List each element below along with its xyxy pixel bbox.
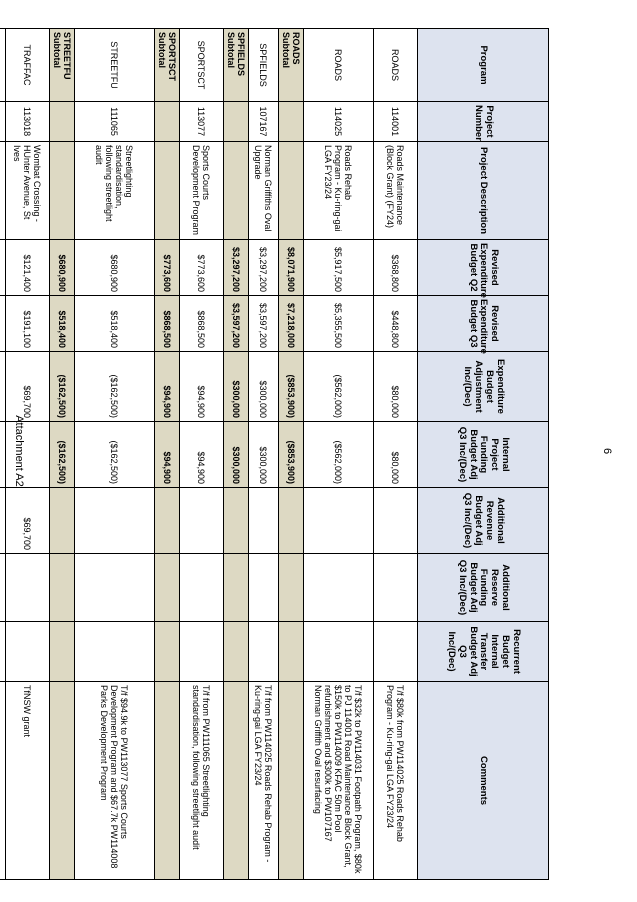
program-cell: STREETFU xyxy=(75,29,155,102)
revised-q2-cell: $8,071,900 xyxy=(279,240,304,296)
expenditure-adjustment-cell: ($562,000) xyxy=(304,352,374,422)
comments-cell xyxy=(0,682,6,880)
additional-revenue-cell xyxy=(279,488,304,554)
subtotal-row xyxy=(155,29,180,880)
comments-cell xyxy=(155,682,180,880)
internal-funding-cell xyxy=(6,422,50,488)
additional-reserve-cell xyxy=(374,554,418,622)
additional-reserve-cell xyxy=(50,554,75,622)
header-additional-revenue: Additional Revenue Budget Adj Q3 Inc/(Dec) xyxy=(418,488,549,554)
revised-q3-cell: $518,400 xyxy=(50,296,75,352)
additional-reserve-cell xyxy=(0,554,6,622)
header-revised-q3: Revised Expenditure Budget Q3 xyxy=(418,296,549,352)
program-cell: SPORTSCT xyxy=(180,29,224,102)
recurrent-transfer-cell xyxy=(279,622,304,682)
additional-revenue-cell xyxy=(75,488,155,554)
project-number-cell xyxy=(224,102,249,142)
revised-q2-cell: $121,400 xyxy=(6,240,50,296)
revised-q2-cell: $680,900 xyxy=(50,240,75,296)
additional-revenue-cell xyxy=(155,488,180,554)
header-project-number: Project Number xyxy=(418,102,549,142)
table-row xyxy=(304,29,374,880)
internal-funding-cell: ($562,000) xyxy=(304,422,374,488)
project-description-cell xyxy=(0,142,6,240)
page-number-area xyxy=(597,0,627,902)
internal-funding-cell: $80,000 xyxy=(374,422,418,488)
program-cell: ROADS xyxy=(304,29,374,102)
comments-cell: T/f $32k to PW114031 Footpath Program, $80k to PJ 114001 Road Maintenance Block Grant, $150k to PW114009 KFAC 50m Pool refurbishment and $300k to PW107167 Norman Griffith Oval resurfacing xyxy=(304,682,374,880)
header-additional-reserve: Additional Reserve Funding Budget Adj Q3 Inc/(Dec) xyxy=(418,554,549,622)
subtotal-row xyxy=(279,29,304,880)
program-cell: TRAFFAC xyxy=(6,29,50,102)
program-cell: SPFIELDS xyxy=(249,29,279,102)
expenditure-adjustment-cell: ($853,900) xyxy=(279,352,304,422)
comments-cell: T/f $80k from PW114025 Roads Rehab Program - Ku-ring-gai LGA FY23/24 xyxy=(374,682,418,880)
project-number-cell: 113018 xyxy=(6,102,50,142)
table-row xyxy=(374,29,418,880)
additional-reserve-cell xyxy=(75,554,155,622)
expenditure-adjustment-cell: $80,000 xyxy=(374,352,418,422)
project-number-cell xyxy=(279,102,304,142)
comments-cell: T/f from PW114025 Roads Rehab Program - Ku-ring-gai LGA FY23/24 xyxy=(249,682,279,880)
header-project-description: Project Description xyxy=(418,142,549,240)
recurrent-transfer-cell xyxy=(75,622,155,682)
header-internal-funding: Internal Project Funding Budget Adj Q3 Inc/(Dec) xyxy=(418,422,549,488)
internal-funding-cell: ($853,900) xyxy=(279,422,304,488)
expenditure-adjustment-cell: $94,900 xyxy=(155,352,180,422)
header-recurrent-transfer: Recurrent Budget Internal Transfer Budget Adj Q3 Inc/(Dec) xyxy=(418,622,549,682)
project-description-cell: Streetlighting standardisation, following streetlight audit xyxy=(75,142,155,240)
revised-q3-cell: $3,597,200 xyxy=(249,296,279,352)
program-cell: SPORTSCT Subtotal xyxy=(155,29,180,102)
table-row xyxy=(6,29,50,880)
program-cell: STREETFU Subtotal xyxy=(50,29,75,102)
project-description-cell xyxy=(155,142,180,240)
attachment-label: Attachment A2 xyxy=(13,415,25,487)
project-number-cell: 111065 xyxy=(75,102,155,142)
table-header-row xyxy=(418,29,549,880)
revised-q3-cell: $3,597,200 xyxy=(224,296,249,352)
internal-funding-cell: $94,900 xyxy=(155,422,180,488)
recurrent-transfer-cell xyxy=(6,622,50,682)
additional-reserve-cell xyxy=(304,554,374,622)
revised-q2-cell: $773,600 xyxy=(155,240,180,296)
header-program: Program xyxy=(418,29,549,102)
recurrent-transfer-cell xyxy=(155,622,180,682)
program-cell: ROADS Subtotal xyxy=(279,29,304,102)
expenditure-adjustment-cell: $300,000 xyxy=(224,352,249,422)
recurrent-transfer-cell xyxy=(304,622,374,682)
header-expenditure-adjustment: Expenditure Budget Adjustment Inc/(Dec) xyxy=(418,352,549,422)
internal-funding-cell: $94,900 xyxy=(180,422,224,488)
internal-funding-cell: $300,000 xyxy=(224,422,249,488)
program-cell: SPFIELDS Subtotal xyxy=(224,29,249,102)
additional-revenue-cell xyxy=(0,488,6,554)
additional-revenue-cell xyxy=(249,488,279,554)
revised-q2-cell: $3,297,200 xyxy=(249,240,279,296)
table-row xyxy=(180,29,224,880)
additional-revenue-cell xyxy=(180,488,224,554)
additional-reserve-cell xyxy=(180,554,224,622)
revised-q3-cell: $518,400 xyxy=(75,296,155,352)
program-cell xyxy=(0,29,6,102)
revised-q2-cell: $5,917,500 xyxy=(304,240,374,296)
header-revised-q2: Revised Expenditure Budget Q2 xyxy=(418,240,549,296)
revised-q3-cell: $191,100 xyxy=(6,296,50,352)
revised-q3-cell xyxy=(0,296,6,352)
comments-cell: T/f $94.9k to PW113077 Sports Courts Development Program and $67.7k PW114008 Parks Development Program xyxy=(75,682,155,880)
project-number-cell xyxy=(50,102,75,142)
revised-q2-cell: $773,600 xyxy=(180,240,224,296)
recurrent-transfer-cell xyxy=(0,622,6,682)
revised-q2-cell xyxy=(0,240,6,296)
expenditure-adjustment-cell: ($162,500) xyxy=(75,352,155,422)
project-number-cell: 114025 xyxy=(304,102,374,142)
additional-reserve-cell xyxy=(155,554,180,622)
recurrent-transfer-cell xyxy=(180,622,224,682)
revised-q3-cell: $7,218,000 xyxy=(279,296,304,352)
internal-funding-cell: ($162,500) xyxy=(75,422,155,488)
program-cell: ROADS xyxy=(374,29,418,102)
additional-revenue-cell xyxy=(374,488,418,554)
recurrent-transfer-cell xyxy=(224,622,249,682)
comments-cell xyxy=(279,682,304,880)
additional-reserve-cell xyxy=(6,554,50,622)
project-description-cell: Roads Rehab Program - Ku-ring-gai LGA FY23/24 xyxy=(304,142,374,240)
project-number-cell: 113077 xyxy=(180,102,224,142)
project-description-cell: Roads Maintenance (Block Grant) (FY24) xyxy=(374,142,418,240)
additional-reserve-cell xyxy=(249,554,279,622)
comments-cell: TfNSW grant xyxy=(6,682,50,880)
table-row xyxy=(249,29,279,880)
internal-funding-cell: ($162,500) xyxy=(50,422,75,488)
revised-q3-cell: $5,355,500 xyxy=(304,296,374,352)
expenditure-adjustment-cell: ($162,500) xyxy=(50,352,75,422)
expenditure-adjustment-cell: $94,900 xyxy=(180,352,224,422)
table-row xyxy=(0,29,6,880)
internal-funding-cell: $300,000 xyxy=(249,422,279,488)
revised-q3-cell: $868,500 xyxy=(155,296,180,352)
project-description-cell xyxy=(279,142,304,240)
expenditure-adjustment-cell xyxy=(0,352,6,422)
project-description-cell xyxy=(50,142,75,240)
revised-q3-cell: $868,500 xyxy=(180,296,224,352)
recurrent-transfer-cell xyxy=(249,622,279,682)
header-comments: Comments xyxy=(418,682,549,880)
additional-reserve-cell xyxy=(224,554,249,622)
project-description-cell xyxy=(224,142,249,240)
project-description-cell: Sports Courts Development Program xyxy=(180,142,224,240)
subtotal-row xyxy=(50,29,75,880)
project-number-cell xyxy=(155,102,180,142)
comments-cell: T/f from PW111065 Streetlighting standardisation, following streetlight audit xyxy=(180,682,224,880)
additional-reserve-cell xyxy=(279,554,304,622)
table-row xyxy=(75,29,155,880)
internal-funding-cell xyxy=(0,422,6,488)
expenditure-adjustment-cell: $300,000 xyxy=(249,352,279,422)
additional-revenue-cell xyxy=(304,488,374,554)
additional-revenue-cell: $69,700 xyxy=(6,488,50,554)
project-number-cell: 114001 xyxy=(374,102,418,142)
recurrent-transfer-cell xyxy=(374,622,418,682)
project-number-cell: 107167 xyxy=(249,102,279,142)
project-description-cell: Wombat Crossing - HUnter Avenue, St Ives xyxy=(6,142,50,240)
project-number-cell xyxy=(0,102,6,142)
revised-q2-cell: $3,297,200 xyxy=(224,240,249,296)
revised-q2-cell: $368,800 xyxy=(374,240,418,296)
subtotal-row xyxy=(224,29,249,880)
revised-q3-cell: $448,800 xyxy=(374,296,418,352)
budget-adjustment-table xyxy=(0,28,549,880)
comments-cell xyxy=(50,682,75,880)
page-number: 6 xyxy=(601,447,613,455)
additional-revenue-cell xyxy=(224,488,249,554)
additional-revenue-cell xyxy=(50,488,75,554)
expenditure-adjustment-cell: $69,700 xyxy=(6,352,50,422)
recurrent-transfer-cell xyxy=(50,622,75,682)
project-description-cell: Norman Griffiths Oval Upgrade xyxy=(249,142,279,240)
revised-q2-cell: $680,900 xyxy=(75,240,155,296)
comments-cell xyxy=(224,682,249,880)
